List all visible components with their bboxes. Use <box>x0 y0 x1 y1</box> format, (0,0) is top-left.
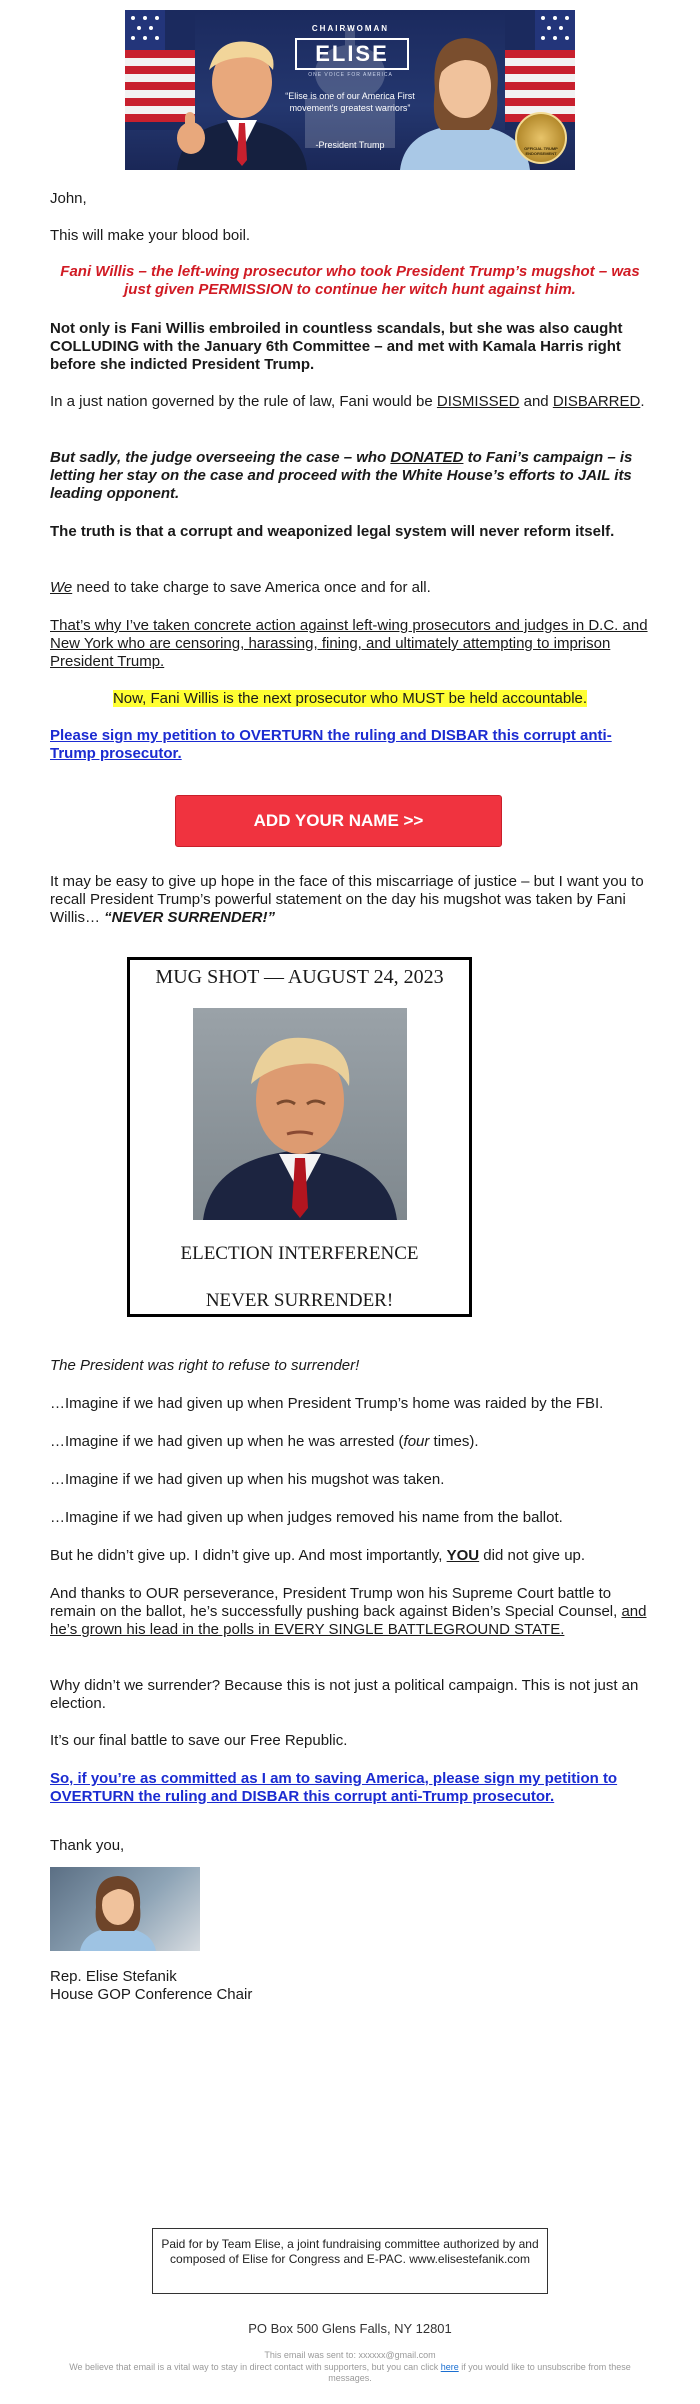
mailing-address: PO Box 500 Glens Falls, NY 12801 <box>248 2321 452 2336</box>
text-span: …Imagine if we had given up when he was arrested ( <box>50 1433 404 1450</box>
greeting: John, <box>50 190 87 207</box>
paragraph-president-right: The President was right to refuse to surrender! <box>50 1357 360 1374</box>
intro-line: This will make your blood boil. <box>50 227 251 244</box>
paragraph-corrupt-system: The truth is that a corrupt and weaponized legal system will never reform itself. <box>50 523 615 540</box>
disbarred-word: DISBARRED <box>552 393 641 410</box>
paragraph-never-surrender <box>50 873 650 927</box>
closing: Thank you, <box>50 1837 125 1854</box>
sent-to-notice: This email was sent to: xxxxxx@gmail.com <box>264 2350 436 2360</box>
unsubscribe-notice <box>50 2362 650 2384</box>
signature-name: Rep. Elise Stefanik <box>50 1968 177 1985</box>
paragraph-why-surrender: Why didn’t we surrender? Because this is not just a political campaign. This is not just an election. <box>50 1677 639 1712</box>
text-span: did not give up. <box>479 1547 586 1564</box>
imagine-arrest <box>50 1433 650 1451</box>
petition-link[interactable]: Please sign my petition to OVERTURN the ruling and DISBAR this corrupt anti-Trump prosecutor. <box>50 727 612 762</box>
four-word: four <box>403 1433 430 1450</box>
paragraph-perseverance <box>50 1585 650 1639</box>
signature-title: House GOP Conference Chair <box>50 1986 253 2003</box>
highlighted-text: Now, Fani Willis is the next prosecutor who MUST be held accountable. <box>112 690 588 707</box>
text-span: need to take charge to save America once and for all. <box>72 579 431 596</box>
stefanik-portrait <box>395 20 535 170</box>
text-span: We believe that email is a vital way to stay in direct contact with supporters, but you can click <box>69 2362 441 2372</box>
unsubscribe-link[interactable]: here <box>440 2362 459 2372</box>
banner-quote: “Elise is one of our America First movement’s greatest warriors” <box>285 91 415 113</box>
imagine-ballot: …Imagine if we had given up when judges removed his name from the ballot. <box>50 1509 563 1526</box>
text-span: But he didn’t give up. I didn’t give up. And most importantly, <box>50 1547 447 1564</box>
paragraph-colluding: Not only is Fani Willis embroiled in countless scandals, but she was also caught COLLUDING with the January 6th Committee – and met with Kamala Harris right before she indicted President Trump. <box>50 320 623 373</box>
text-span: and <box>519 393 553 410</box>
paragraph-take-charge <box>50 579 650 597</box>
banner-attribution: -President Trump <box>315 140 385 150</box>
text-span: to Fani’s campaign – is letting her stay on the case and proceed with the White House’s efforts to JAIL its leading opponent. <box>50 449 633 502</box>
mugshot-caption-election: ELECTION INTERFERENCE <box>180 1243 419 1264</box>
text-span: But sadly, the judge overseeing the case – who <box>50 449 391 466</box>
paragraph-final-battle: It’s our final battle to save our Free Republic. <box>50 1732 348 1749</box>
imagine-raid: …Imagine if we had given up when President Trump’s home was raided by the FBI. <box>50 1395 604 1412</box>
endorsement-seal-icon <box>515 112 567 164</box>
battleground-text: and he’s grown his lead in the polls in EVERY SINGLE BATTLEGROUND STATE. <box>50 1603 647 1638</box>
elise-logo: ELISE <box>295 38 409 70</box>
stefanik-signature-photo <box>50 1867 200 1951</box>
banner-kicker: CHAIRWOMAN <box>311 24 390 33</box>
seal-text: OFFICIAL TRUMP ENDORSEMENT <box>524 146 558 156</box>
mugshot-graphic <box>127 957 472 1317</box>
text-span: And thanks to OUR perseverance, President Trump won his Supreme Court battle to remain on the ballot, he’s successfully pushing back against Biden’s Special Counsel, <box>50 1585 622 1620</box>
mugshot-photo <box>193 1008 407 1220</box>
headline: Fani Willis – the left-wing prosecutor who took President Trump’s mugshot – was just given PERMISSION to continue her witch hunt against him. <box>60 263 640 298</box>
petition-link-bottom[interactable]: So, if you’re as committed as I am to saving America, please sign my petition to OVERTURN the ruling and DISBAR this corrupt anti-Trump prosecutor. <box>50 1770 618 1805</box>
header-banner <box>125 10 575 170</box>
text-span: In a just nation governed by the rule of law, Fani would be <box>50 393 437 410</box>
dismissed-word: DISMISSED <box>436 393 520 410</box>
text-span: It may be easy to give up hope in the face of this miscarriage of justice – but I want you to recall President Trump’s powerful statement on the day his mugshot was taken by Fani Willis… <box>50 873 644 926</box>
paid-for-disclaimer: Paid for by Team Elise, a joint fundraising committee authorized by and composed of Elise for Congress and E-PAC. www.elisestefanik.com <box>152 2228 548 2294</box>
text-span: . <box>640 393 645 410</box>
text-span: times). <box>429 1433 479 1450</box>
mugshot-title: MUG SHOT — AUGUST 24, 2023 <box>155 966 444 988</box>
text-span: if you would like to unsubscribe from these messages. <box>328 2362 631 2383</box>
highlight-line <box>50 690 650 708</box>
paragraph-concrete-action: That’s why I’ve taken concrete action against left-wing prosecutors and judges in D.C. and New York who are censoring, harassing, fining, and ultimately attempting to imprison President Trump. <box>50 617 648 670</box>
banner-subline: ONE VOICE FOR AMERICA <box>308 72 393 78</box>
add-your-name-button[interactable]: ADD YOUR NAME >> <box>175 795 502 847</box>
we-word: We <box>50 579 73 596</box>
paragraph-didnt-give-up <box>50 1547 650 1565</box>
mugshot-photo-graphic <box>193 1008 407 1220</box>
never-surrender-quote: “NEVER SURRENDER!” <box>104 909 276 926</box>
donated-word: DONATED <box>390 449 464 466</box>
paragraph-judge <box>50 449 650 503</box>
paragraph-rule-of-law <box>50 393 650 411</box>
stefanik-photo-graphic <box>50 1867 200 1951</box>
imagine-mugshot: …Imagine if we had given up when his mugshot was taken. <box>50 1471 445 1488</box>
you-word: YOU <box>446 1547 480 1564</box>
mugshot-caption-never-surrender: NEVER SURRENDER! <box>205 1290 394 1311</box>
